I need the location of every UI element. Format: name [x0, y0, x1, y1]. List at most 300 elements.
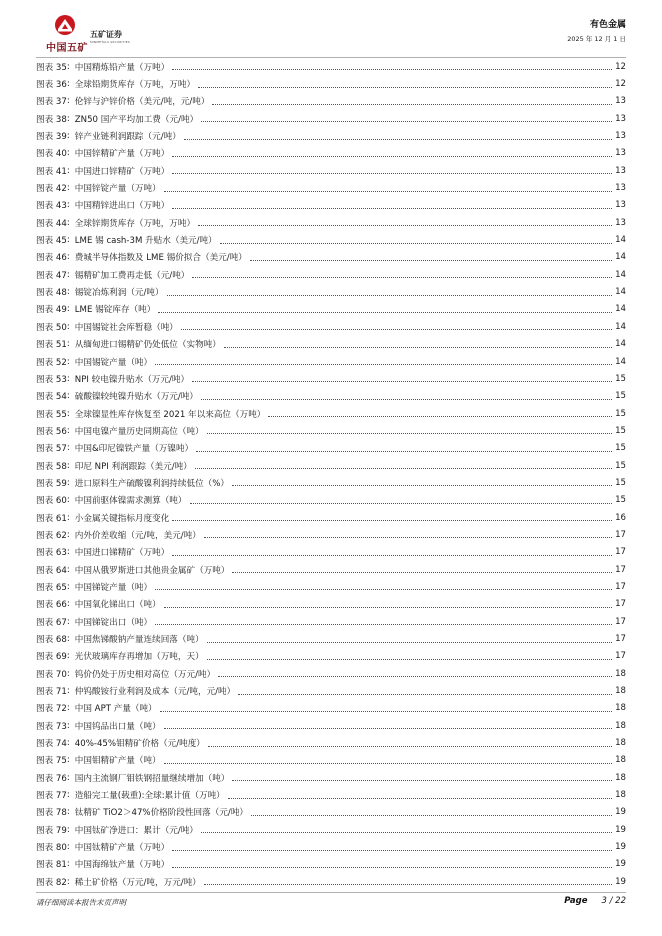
- toc-dot-leader: [218, 676, 612, 677]
- toc-entry[interactable]: [36, 179, 626, 196]
- toc-entry-colon: :: [66, 824, 70, 835]
- toc-entry-page: 14: [615, 235, 626, 246]
- toc-entry-label: 图表 44: [36, 218, 67, 229]
- toc-entry-colon: :: [66, 408, 70, 419]
- toc-entry-title: 中国进口锌精矿（万吨）: [74, 166, 170, 177]
- toc-entry-colon: :: [66, 790, 70, 801]
- securities-name-en: MINMETALS SECURITIES: [90, 40, 130, 44]
- toc-entry-colon: :: [66, 564, 70, 575]
- toc-entry-page: 13: [615, 165, 626, 176]
- toc-entry-label: 图表 74: [36, 739, 67, 750]
- toc-entry-colon: :: [66, 738, 70, 749]
- toc-entry-label: 图表 77: [36, 791, 67, 802]
- toc-dot-leader: [232, 485, 612, 486]
- toc-entry[interactable]: [36, 249, 626, 266]
- toc-entry-title: 中国从俄罗斯进口其他贵金属矿（万吨）: [74, 565, 230, 576]
- toc-entry-page: 17: [615, 599, 626, 610]
- toc-entry-label: 图表 49: [36, 305, 67, 316]
- toc-entry-label: 图表 72: [36, 704, 67, 715]
- toc-entry-colon: :: [66, 495, 70, 506]
- securities-name: 五矿证券: [90, 30, 122, 39]
- toc-entry-page: 18: [615, 738, 626, 749]
- toc-entry-colon: :: [66, 217, 70, 228]
- toc-entry-colon: :: [66, 61, 70, 72]
- toc-entry[interactable]: [36, 422, 626, 439]
- toc-dot-leader: [207, 433, 612, 434]
- toc-entry-label: 图表 66: [36, 600, 67, 611]
- toc-entry-page: 14: [615, 304, 626, 315]
- footer-disclaimer: 请仔细阅读本报告末页声明: [36, 898, 126, 907]
- toc-entry-colon: :: [66, 287, 70, 298]
- toc-entry[interactable]: [36, 769, 626, 786]
- toc-entry-page: 17: [615, 564, 626, 575]
- toc-entry[interactable]: [36, 734, 626, 751]
- toc-entry-title: 40%-45%钼精矿价格（元/吨度）: [74, 739, 205, 750]
- toc-entry-title: 中国钛精矿产量（万吨）: [74, 843, 170, 854]
- toc-entry-label: 图表 71: [36, 687, 67, 698]
- toc-entry-title: 中国锡锭产量（吨）: [74, 357, 153, 368]
- toc-entry-colon: :: [66, 512, 70, 523]
- toc-entry-page: 13: [615, 200, 626, 211]
- toc-entry-page: 15: [615, 391, 626, 402]
- toc-dot-leader: [172, 156, 612, 157]
- toc-entry-page: 18: [615, 668, 626, 679]
- toc-entry-label: 图表 59: [36, 478, 67, 489]
- toc-dot-leader: [172, 520, 612, 521]
- toc-entry-page: 13: [615, 96, 626, 107]
- toc-entry-page: 14: [615, 252, 626, 263]
- footer-page-number: [564, 896, 626, 906]
- toc-entry-colon: :: [66, 529, 70, 540]
- toc-entry-label: 图表 46: [36, 253, 67, 264]
- toc-entry-colon: :: [66, 425, 70, 436]
- toc-entry-colon: :: [66, 477, 70, 488]
- toc-entry-colon: :: [66, 183, 70, 194]
- toc-entry-title: 中国精锌进出口（万吨）: [74, 201, 170, 212]
- toc-entry-page: 13: [615, 148, 626, 159]
- toc-entry-title: 中国锑锭出口（吨）: [74, 617, 153, 628]
- toc-entry[interactable]: [36, 873, 626, 890]
- toc-dot-leader: [172, 69, 612, 70]
- toc-entry-colon: :: [66, 148, 70, 159]
- toc-dot-leader: [232, 780, 612, 781]
- toc-dot-leader: [268, 416, 612, 417]
- toc-entry-title: 全球镍显性库存恢复至 2021 年以来高位（万吨）: [74, 409, 266, 420]
- toc-entry-label: 图表 80: [36, 843, 67, 854]
- report-category: 有色金属: [589, 20, 626, 30]
- toc-entry-colon: :: [66, 807, 70, 818]
- toc-entry-title: 国内主流钢厂钼铁钢招量继续增加（吨）: [74, 773, 230, 784]
- toc-entry[interactable]: [36, 526, 626, 543]
- toc-entry-title: NPI 较电镍升贴水（万元/吨）: [74, 374, 190, 385]
- toc-entry-label: 图表 48: [36, 288, 67, 299]
- toc-entry-colon: :: [66, 755, 70, 766]
- toc-entry[interactable]: [36, 58, 626, 75]
- toc-entry-label: 图表 57: [36, 444, 67, 455]
- toc-entry[interactable]: [36, 752, 626, 769]
- toc-entry-title: 中国前驱体镍需求测算（吨）: [74, 496, 187, 507]
- toc-entry[interactable]: [36, 648, 626, 665]
- toc-entry-label: 图表 73: [36, 721, 67, 732]
- toc-entry-page: 14: [615, 287, 626, 298]
- toc-entry-title: 硫酸镍较纯镍升贴水（万元/吨）: [74, 392, 198, 403]
- toc-entry-colon: :: [66, 200, 70, 211]
- toc-entry-page: 14: [615, 321, 626, 332]
- toc-entry-page: 18: [615, 772, 626, 783]
- toc-entry-label: 图表 43: [36, 201, 67, 212]
- toc-entry-colon: :: [66, 686, 70, 697]
- toc-entry-page: 15: [615, 495, 626, 506]
- toc-entry-title: 从缅甸进口锡精矿仍处低位（实物吨）: [74, 340, 221, 351]
- toc-entry-page: 15: [615, 460, 626, 471]
- logo-text: 中国五矿: [46, 43, 88, 54]
- toc-entry-label: 图表 81: [36, 860, 67, 871]
- toc-entry-title: 全球铅期货库存（万吨，万吨）: [74, 80, 196, 91]
- toc-dot-leader: [212, 104, 612, 105]
- toc-entry[interactable]: [36, 838, 626, 855]
- toc-dot-leader: [155, 364, 612, 365]
- toc-entry-label: 图表 65: [36, 582, 67, 593]
- toc-dot-leader: [172, 555, 612, 556]
- toc-entry-title: 中国海绵钛产量（万吨）: [74, 860, 170, 871]
- toc-dot-leader: [201, 399, 612, 400]
- toc-entry-colon: :: [66, 616, 70, 627]
- toc-entry-title: 中国焦锑酸钠产量连续回落（吨）: [74, 635, 204, 646]
- toc-entry-page: 17: [615, 529, 626, 540]
- toc-entry-label: 图表 50: [36, 322, 67, 333]
- toc-entry-label: 图表 40: [36, 149, 67, 160]
- toc-entry-title: 进口原料生产硫酸镍利润持续低位（%）: [74, 478, 230, 489]
- footer-divider: [36, 892, 626, 893]
- toc-entry-page: 18: [615, 703, 626, 714]
- toc-entry-page: 12: [615, 79, 626, 90]
- toc-entry-title: 光伏玻璃库存再增加（万吨，天）: [74, 652, 204, 663]
- toc-entry-title: 中国锡锭社会库暂稳（吨）: [74, 322, 178, 333]
- toc-entry-title: 印尼 NPI 利润跟踪（美元/吨）: [74, 461, 192, 472]
- toc-entry-title: 中国氧化锑出口（吨）: [74, 600, 161, 611]
- toc-entry-page: 18: [615, 686, 626, 697]
- toc-entry-label: 图表 45: [36, 236, 67, 247]
- toc-entry-page: 17: [615, 634, 626, 645]
- toc-entry-colon: :: [66, 842, 70, 853]
- toc-dot-leader: [167, 295, 612, 296]
- minmetals-logo-icon: [54, 14, 76, 36]
- toc-entry-page: 19: [615, 876, 626, 887]
- toc-entry-colon: :: [66, 113, 70, 124]
- toc-entry[interactable]: [36, 231, 626, 248]
- toc-entry-colon: :: [66, 304, 70, 315]
- toc-dot-leader: [196, 451, 612, 452]
- toc-entry-title: 钨价仍处于历史相对高位（万元/吨）: [74, 669, 216, 680]
- toc-dot-leader: [228, 798, 612, 799]
- toc-entry-title: 锡精矿加工费再走低（元/吨）: [74, 270, 190, 281]
- toc-entry[interactable]: [36, 665, 626, 682]
- toc-entry-label: 图表 35: [36, 62, 67, 73]
- toc-entry-colon: :: [66, 703, 70, 714]
- toc-dot-leader: [155, 589, 612, 590]
- toc-entry[interactable]: [36, 509, 626, 526]
- toc-entry-page: 13: [615, 131, 626, 142]
- toc-entry-title: LME 锡锭库存（吨）: [74, 305, 156, 316]
- toc-entry[interactable]: [36, 353, 626, 370]
- toc-entry-page: 19: [615, 824, 626, 835]
- toc-entry[interactable]: [36, 457, 626, 474]
- toc-entry-page: 15: [615, 477, 626, 488]
- toc-entry-label: 图表 82: [36, 877, 67, 888]
- toc-entry-title: 费城半导体指数及 LME 锡价拟合（美元/吨）: [74, 253, 247, 264]
- toc-entry-title: 锌产业链利润跟踪（元/吨）: [74, 132, 181, 143]
- toc-entry-page: 15: [615, 408, 626, 419]
- toc-entry[interactable]: [36, 492, 626, 509]
- toc-entry-colon: :: [66, 79, 70, 90]
- toc-entry-page: 17: [615, 651, 626, 662]
- toc-entry[interactable]: [36, 717, 626, 734]
- toc-entry-title: 锡锭冶炼利润（元/吨）: [74, 288, 164, 299]
- toc-entry[interactable]: [36, 162, 626, 179]
- toc-entry-page: 12: [615, 61, 626, 72]
- toc-dot-leader: [158, 312, 612, 313]
- toc-entry-title: 中国锌锭产量（万吨）: [74, 184, 161, 195]
- toc-entry-title: 小金属关键指标月度变化: [74, 513, 170, 524]
- toc-entry-colon: :: [66, 651, 70, 662]
- toc-entry[interactable]: [36, 214, 626, 231]
- toc-entry-page: 14: [615, 339, 626, 350]
- toc-entry-title: 中国精炼铅产量（万吨）: [74, 62, 170, 73]
- toc-dot-leader: [204, 537, 612, 538]
- toc-dot-leader: [251, 815, 612, 816]
- toc-entry-label: 图表 36: [36, 80, 67, 91]
- toc-entry[interactable]: [36, 145, 626, 162]
- toc-entry-label: 图表 58: [36, 461, 67, 472]
- toc-dot-leader: [198, 225, 612, 226]
- toc-dot-leader: [164, 728, 612, 729]
- toc-entry[interactable]: [36, 700, 626, 717]
- toc-entry[interactable]: [36, 370, 626, 387]
- toc-entry-page: 17: [615, 616, 626, 627]
- toc-entry-label: 图表 41: [36, 166, 67, 177]
- toc-entry-label: 图表 60: [36, 496, 67, 507]
- toc-entry-title: 中国 APT 产量（吨）: [74, 704, 157, 715]
- toc-entry-page: 13: [615, 183, 626, 194]
- toc-entry-colon: :: [66, 876, 70, 887]
- toc-entry-colon: :: [66, 96, 70, 107]
- toc-entry-page: 18: [615, 755, 626, 766]
- toc-dot-leader: [232, 572, 612, 573]
- toc-entry-label: 图表 75: [36, 756, 67, 767]
- toc-entry-page: 13: [615, 217, 626, 228]
- toc-entry-label: 图表 54: [36, 392, 67, 403]
- toc-entry-colon: :: [66, 581, 70, 592]
- toc-entry[interactable]: [36, 804, 626, 821]
- toc-entry[interactable]: [36, 596, 626, 613]
- toc-dot-leader: [172, 850, 612, 851]
- toc-dot-leader: [190, 503, 613, 504]
- toc-entry[interactable]: [36, 336, 626, 353]
- toc-entry[interactable]: [36, 561, 626, 578]
- toc-entry[interactable]: [36, 682, 626, 699]
- toc-entry-colon: :: [66, 321, 70, 332]
- toc-entry[interactable]: [36, 578, 626, 595]
- toc-entry-label: 图表 63: [36, 548, 67, 559]
- toc-entry-title: 仲钨酸铵行业利润及成本（元/吨，元/吨）: [74, 687, 236, 698]
- toc-entry-label: 图表 39: [36, 132, 67, 143]
- toc-entry[interactable]: [36, 266, 626, 283]
- toc-entry-colon: :: [66, 356, 70, 367]
- toc-dot-leader: [207, 642, 612, 643]
- toc-entry-label: 图表 78: [36, 808, 67, 819]
- toc-entry-colon: :: [66, 252, 70, 263]
- toc-dot-leader: [172, 173, 612, 174]
- toc-dot-leader: [160, 711, 612, 712]
- toc-entry-page: 18: [615, 790, 626, 801]
- toc-dot-leader: [250, 260, 612, 261]
- page-indicator: 3 / 22: [601, 896, 626, 906]
- toc-dot-leader: [181, 329, 612, 330]
- toc-entry-title: 中国钨品出口量（吨）: [74, 721, 161, 732]
- toc-entry-colon: :: [66, 859, 70, 870]
- toc-entry-page: 14: [615, 269, 626, 280]
- toc-entry-label: 图表 79: [36, 825, 67, 836]
- toc-entry[interactable]: [36, 474, 626, 491]
- toc-dot-leader: [172, 208, 612, 209]
- figure-table-of-contents: [36, 58, 626, 891]
- toc-entry-title: LME 锡 cash-3M 升贴水（美元/吨）: [74, 236, 217, 247]
- toc-dot-leader: [164, 191, 612, 192]
- toc-entry[interactable]: [36, 544, 626, 561]
- toc-entry-title: 中国锑锭产量（吨）: [74, 582, 153, 593]
- toc-entry-label: 图表 61: [36, 513, 67, 524]
- toc-entry[interactable]: [36, 93, 626, 110]
- toc-dot-leader: [238, 694, 612, 695]
- toc-entry-page: 17: [615, 581, 626, 592]
- toc-entry-page: 18: [615, 720, 626, 731]
- toc-entry[interactable]: [36, 630, 626, 647]
- company-logo: [42, 14, 142, 54]
- toc-entry[interactable]: [36, 613, 626, 630]
- toc-entry-title: 内外价差收缩（元/吨，美元/吨）: [74, 530, 201, 541]
- toc-dot-leader: [155, 624, 612, 625]
- toc-entry[interactable]: [36, 301, 626, 318]
- toc-dot-leader: [198, 87, 612, 88]
- toc-entry-label: 图表 52: [36, 357, 67, 368]
- toc-entry-colon: :: [66, 131, 70, 142]
- toc-entry-title: 伦锌与沪锌价格（美元/吨，元/吨）: [74, 97, 210, 108]
- toc-dot-leader: [224, 347, 612, 348]
- toc-entry[interactable]: [36, 75, 626, 92]
- toc-entry-colon: :: [66, 339, 70, 350]
- toc-dot-leader: [184, 139, 612, 140]
- toc-entry[interactable]: [36, 318, 626, 335]
- toc-entry-page: 19: [615, 859, 626, 870]
- toc-entry-colon: :: [66, 269, 70, 280]
- toc-entry-title: 中国钛矿净进口：累计（元/吨）: [74, 825, 198, 836]
- toc-entry-page: 15: [615, 443, 626, 454]
- report-date: 2025 年 12 月 1 日: [567, 35, 626, 43]
- toc-entry[interactable]: [36, 388, 626, 405]
- toc-dot-leader: [192, 381, 612, 382]
- toc-entry-label: 图表 76: [36, 773, 67, 784]
- toc-entry-label: 图表 37: [36, 97, 67, 108]
- toc-entry[interactable]: [36, 821, 626, 838]
- toc-entry-page: 15: [615, 373, 626, 384]
- toc-dot-leader: [208, 746, 612, 747]
- toc-entry-colon: :: [66, 634, 70, 645]
- page-word: Page: [564, 896, 588, 906]
- toc-dot-leader: [164, 763, 612, 764]
- toc-entry[interactable]: [36, 197, 626, 214]
- toc-entry-colon: :: [66, 720, 70, 731]
- toc-dot-leader: [207, 659, 612, 660]
- toc-entry-colon: :: [66, 772, 70, 783]
- toc-entry-page: 14: [615, 356, 626, 367]
- toc-entry-title: 中国进口锑精矿（万吨）: [74, 548, 170, 559]
- toc-entry-title: 中国钼精矿产量（吨）: [74, 756, 161, 767]
- toc-entry-title: 中国&印尼镍铁产量（万镍吨）: [74, 444, 194, 455]
- toc-entry-title: 钛精矿 TiO2＞47%价格阶段性回落（元/吨）: [74, 808, 249, 819]
- toc-entry-title: 中国锌精矿产量（万吨）: [74, 149, 170, 160]
- page-header: [0, 0, 662, 58]
- toc-entry-label: 图表 42: [36, 184, 67, 195]
- toc-dot-leader: [195, 468, 612, 469]
- toc-dot-leader: [201, 832, 612, 833]
- toc-entry[interactable]: [36, 127, 626, 144]
- toc-entry-page: 17: [615, 547, 626, 558]
- toc-entry-title: 造船完工量(载重):全球:累计值（万吨）: [74, 791, 225, 802]
- toc-entry-label: 图表 56: [36, 426, 67, 437]
- toc-dot-leader: [192, 277, 612, 278]
- toc-entry-colon: :: [66, 443, 70, 454]
- toc-entry-label: 图表 55: [36, 409, 67, 420]
- toc-entry[interactable]: [36, 283, 626, 300]
- toc-entry-title: ZN50 国产平均加工费（元/吨）: [74, 114, 199, 125]
- toc-entry[interactable]: [36, 856, 626, 873]
- toc-entry-page: 19: [615, 807, 626, 818]
- toc-entry-colon: :: [66, 165, 70, 176]
- toc-entry-colon: :: [66, 235, 70, 246]
- toc-entry-title: 稀土矿价格（万元/吨，万元/吨）: [74, 877, 201, 888]
- toc-entry-page: 16: [615, 512, 626, 523]
- toc-dot-leader: [220, 243, 612, 244]
- toc-entry-label: 图表 67: [36, 617, 67, 628]
- toc-entry-label: 图表 38: [36, 114, 67, 125]
- toc-entry-label: 图表 69: [36, 652, 67, 663]
- toc-entry-page: 15: [615, 425, 626, 436]
- toc-entry-colon: :: [66, 547, 70, 558]
- toc-entry-colon: :: [66, 373, 70, 384]
- toc-entry[interactable]: [36, 440, 626, 457]
- toc-entry-label: 图表 64: [36, 565, 67, 576]
- toc-entry-page: 19: [615, 842, 626, 853]
- toc-entry-label: 图表 53: [36, 374, 67, 385]
- toc-entry-page: 13: [615, 113, 626, 124]
- toc-entry-colon: :: [66, 668, 70, 679]
- toc-entry-label: 图表 51: [36, 340, 67, 351]
- toc-dot-leader: [172, 867, 612, 868]
- toc-entry-title: 中国电镍产量历史同期高位（吨）: [74, 426, 204, 437]
- toc-entry[interactable]: [36, 786, 626, 803]
- toc-entry-label: 图表 70: [36, 669, 67, 680]
- toc-dot-leader: [204, 884, 612, 885]
- toc-dot-leader: [201, 121, 612, 122]
- toc-entry-colon: :: [66, 599, 70, 610]
- toc-entry-label: 图表 47: [36, 270, 67, 281]
- toc-entry[interactable]: [36, 405, 626, 422]
- toc-entry[interactable]: [36, 110, 626, 127]
- toc-entry-title: 全球锌期货库存（万吨，万吨）: [74, 218, 196, 229]
- toc-dot-leader: [164, 607, 612, 608]
- toc-entry-label: 图表 68: [36, 635, 67, 646]
- toc-entry-colon: :: [66, 460, 70, 471]
